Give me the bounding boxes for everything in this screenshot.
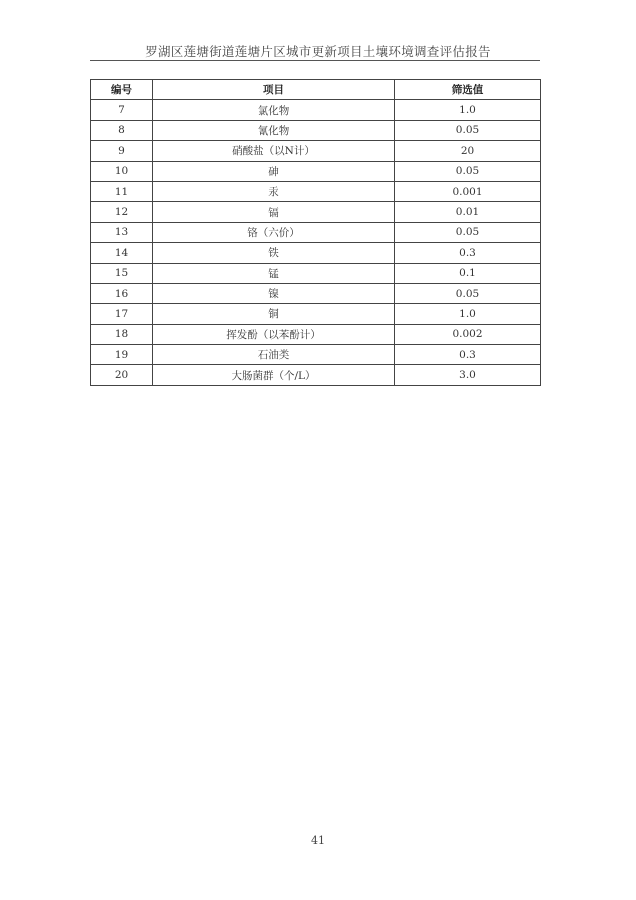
cell-screening-value: 0.1 — [395, 263, 541, 283]
column-header-item: 项目 — [153, 80, 395, 100]
cell-screening-value: 0.05 — [395, 161, 541, 181]
cell-item: 大肠菌群（个/L） — [153, 365, 395, 385]
cell-number: 10 — [91, 161, 153, 181]
table-row — [91, 202, 541, 222]
cell-number: 7 — [91, 100, 153, 120]
cell-item: 镍 — [153, 283, 395, 303]
cell-item: 铁 — [153, 243, 395, 263]
table-row — [91, 161, 541, 181]
screening-values-table — [90, 79, 541, 386]
running-header: 罗湖区莲塘街道莲塘片区城市更新项目土壤环境调查评估报告 — [145, 44, 491, 59]
cell-screening-value: 0.05 — [395, 222, 541, 242]
cell-screening-value: 0.3 — [395, 345, 541, 365]
table-row — [91, 181, 541, 201]
cell-number: 19 — [91, 345, 153, 365]
cell-number: 15 — [91, 263, 153, 283]
table-row — [91, 324, 541, 344]
cell-screening-value: 0.002 — [395, 324, 541, 344]
cell-number: 17 — [91, 304, 153, 324]
cell-item: 铬（六价） — [153, 222, 395, 242]
cell-screening-value: 0.05 — [395, 283, 541, 303]
cell-number: 8 — [91, 120, 153, 140]
cell-number: 16 — [91, 283, 153, 303]
header-rule — [90, 60, 540, 61]
cell-screening-value: 0.05 — [395, 120, 541, 140]
cell-item: 锰 — [153, 263, 395, 283]
cell-screening-value: 0.01 — [395, 202, 541, 222]
table-row — [91, 120, 541, 140]
cell-item: 挥发酚（以苯酚计） — [153, 324, 395, 344]
table-row — [91, 141, 541, 161]
page-number: 41 — [311, 834, 325, 847]
table-row — [91, 243, 541, 263]
cell-screening-value: 0.3 — [395, 243, 541, 263]
table-row — [91, 283, 541, 303]
table-row — [91, 365, 541, 385]
table-row — [91, 304, 541, 324]
cell-item: 汞 — [153, 181, 395, 201]
cell-item: 氯化物 — [153, 100, 395, 120]
cell-number: 9 — [91, 141, 153, 161]
cell-number: 12 — [91, 202, 153, 222]
cell-number: 20 — [91, 365, 153, 385]
cell-screening-value: 1.0 — [395, 304, 541, 324]
column-header-number: 编号 — [91, 80, 153, 100]
cell-item: 石油类 — [153, 345, 395, 365]
cell-screening-value: 3.0 — [395, 365, 541, 385]
cell-screening-value: 1.0 — [395, 100, 541, 120]
column-header-screening-value: 筛选值 — [395, 80, 541, 100]
cell-number: 18 — [91, 324, 153, 344]
cell-screening-value: 20 — [395, 141, 541, 161]
cell-number: 11 — [91, 181, 153, 201]
table-header-row — [91, 80, 541, 100]
cell-item: 硝酸盐（以N计） — [153, 141, 395, 161]
cell-item: 砷 — [153, 161, 395, 181]
cell-screening-value: 0.001 — [395, 181, 541, 201]
cell-item: 铜 — [153, 304, 395, 324]
table-row — [91, 345, 541, 365]
cell-item: 镉 — [153, 202, 395, 222]
cell-item: 氰化物 — [153, 120, 395, 140]
cell-number: 14 — [91, 243, 153, 263]
cell-number: 13 — [91, 222, 153, 242]
table-row — [91, 263, 541, 283]
table-row — [91, 100, 541, 120]
table-row — [91, 222, 541, 242]
